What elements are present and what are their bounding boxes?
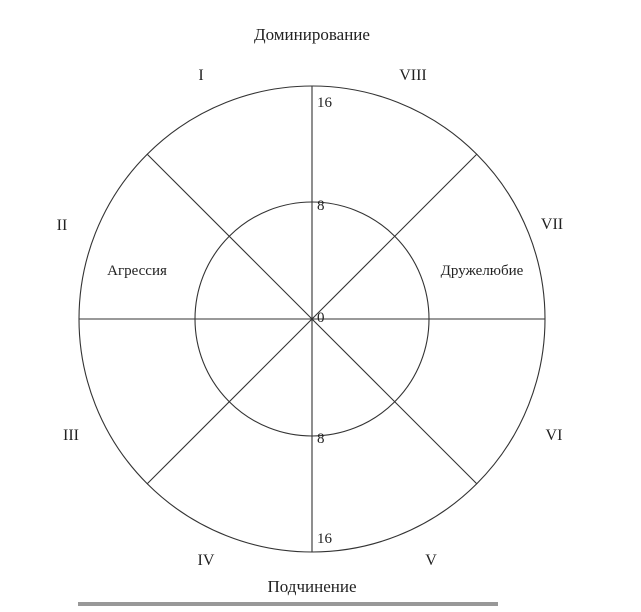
octant-label-iii: III bbox=[63, 427, 79, 444]
scale-label-outer-top: 16 bbox=[317, 95, 332, 111]
octant-label-viii: VIII bbox=[399, 67, 427, 84]
axis-title-submission: Подчинение bbox=[267, 577, 357, 596]
scale-label-outer-bottom: 16 bbox=[317, 531, 332, 547]
octant-label-vi: VI bbox=[545, 427, 563, 444]
octant-label-iv: IV bbox=[197, 552, 215, 569]
octant-label-ii: II bbox=[56, 217, 68, 234]
scale-label-inner-bottom: 8 bbox=[317, 431, 325, 447]
region-label-friendliness: Дружелюбие bbox=[440, 263, 524, 279]
octant-label-v: V bbox=[425, 552, 437, 569]
figure-caption-fragment bbox=[78, 598, 498, 612]
scale-label-center: 0 bbox=[317, 310, 325, 326]
scale-label-inner-top: 8 bbox=[317, 198, 325, 214]
axis-title-dominance: Доминирование bbox=[254, 25, 370, 44]
octant-label-vii: VII bbox=[540, 216, 564, 233]
octant-label-i: I bbox=[198, 67, 204, 84]
region-label-aggression: Агрессия bbox=[107, 263, 167, 279]
